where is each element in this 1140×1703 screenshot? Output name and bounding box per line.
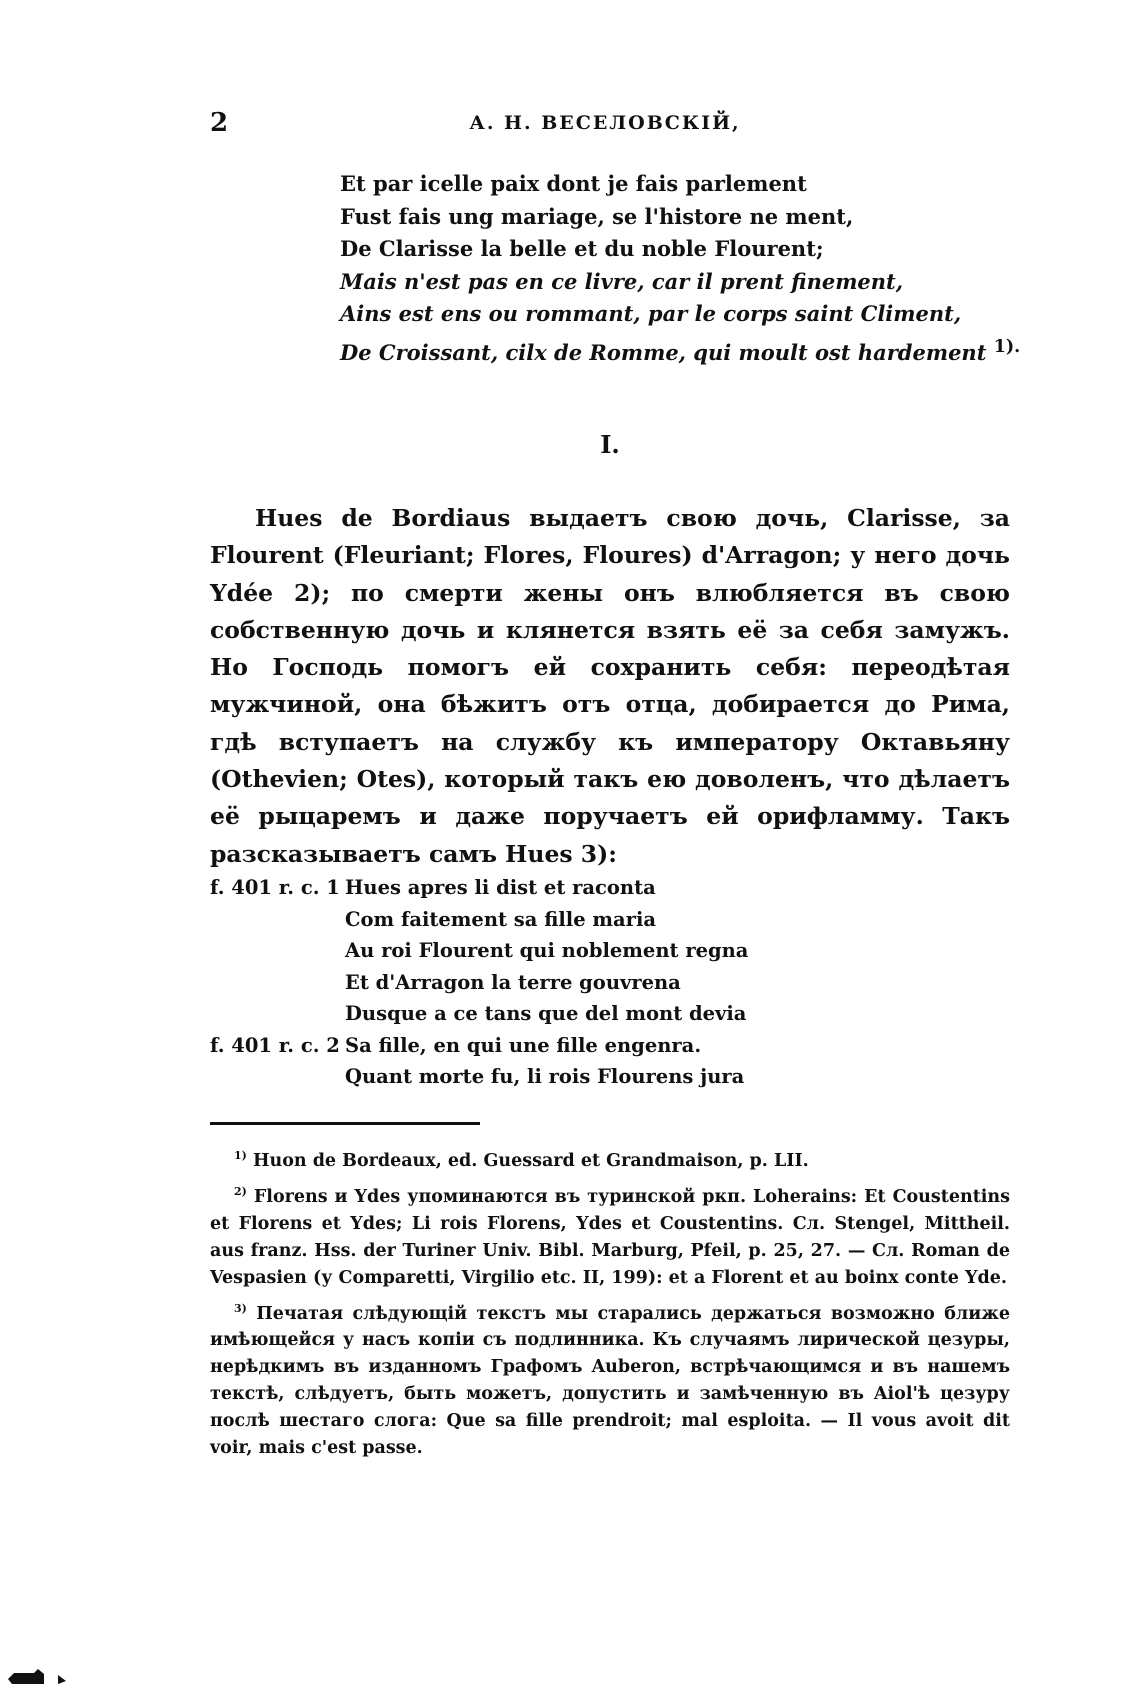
verse-row: [210, 904, 910, 936]
verse-line: Com faitement sa fille maria: [345, 907, 656, 931]
epigraph-line: De Clarisse la belle et du noble Flourent;: [340, 236, 824, 261]
verse-line: Sa fille, en qui une fille engenra.: [345, 1033, 702, 1057]
footnote: [210, 1295, 1010, 1463]
epigraph-line: Mais n'est pas en ce livre, car il prent finement,: [340, 268, 904, 294]
pointing-hand-icon: [8, 1665, 68, 1687]
epigraph-line: De Croissant, cilx de Romme, qui moult ost hardement: [340, 339, 987, 365]
page-number: 2: [210, 108, 229, 138]
footnote-mark: 1): [234, 1149, 247, 1162]
epigraph-note-mark: 1).: [993, 336, 1021, 357]
footnote-rule: [210, 1122, 480, 1125]
folio-ref: f. 401 r. c. 2: [210, 1033, 340, 1057]
section-number: I.: [600, 430, 620, 459]
verse-block: [210, 872, 910, 1093]
folio-ref: [210, 1061, 345, 1093]
folio-ref: [210, 904, 345, 936]
footnote-text: Huon de Bordeaux, ed. Guessard et Grandmaison, p. LII.: [252, 1150, 809, 1171]
footnote: [210, 1178, 1010, 1292]
footnote-mark: 2): [234, 1184, 247, 1198]
epigraph-line: Ains est ens ou rommant, par le corps saint Climent,: [340, 301, 962, 326]
folio-ref: [210, 935, 345, 967]
body-paragraph: Hues de Bordiaus выдаетъ свою дочь, Clarisse, за Flourent (Fleuriant; Flores, Floures) d'Arragon; у него дочь Ydée 2); по смерти жены онъ влюбляется въ свою собственную дочь и клянется взять её за себя замужъ. Но Господь помогъ ей сохранить себя: переодѣтая мужчиной, она бѣжитъ отъ отца, добирается до Рима, гдѣ вступаетъ на службу къ императору Октавьяну (Othevien; Otes), который такъ ею доволенъ, что дѣлаетъ её рыцаремъ и даже поручаетъ ей орифламму. Такъ разсказываетъ самъ Hues 3):: [210, 504, 1010, 868]
verse-row: [210, 967, 910, 999]
folio-ref: [210, 998, 345, 1030]
verse-line: Hues apres li dist et raconta: [345, 876, 656, 899]
epigraph-line: Fust fais ung mariage, se l'histore ne ment,: [340, 203, 854, 229]
footnotes: [210, 1142, 1010, 1465]
verse-line: Et d'Arragon la terre gouvrena: [345, 970, 681, 994]
epigraph: [340, 168, 1040, 369]
footnote-mark: 3): [234, 1301, 247, 1315]
footnote-text: Печатая слѣдующій текстъ мы старались держаться возможно ближе имѣющейся у насъ копіи съ подлинника. Къ случаямъ лирической цезуры, нерѣдкимъ въ изданномъ Графомъ Auberon, встрѣчающимся и въ нашемъ текстѣ, слѣдуетъ, быть можетъ, допустить и замѣченную въ Aiol'ѣ цезуру послѣ шестаго слога: Que sa fille prendroit; mal esploita. — Il vous avoit dit voir, mais c'est passe.: [210, 1303, 1010, 1459]
verse-row: [210, 1061, 910, 1093]
footnote: [210, 1142, 1010, 1175]
verse-row: [210, 998, 910, 1030]
verse-line: Dusque a ce tans que del mont devia: [345, 1002, 747, 1025]
verse-line: Quant morte fu, li rois Flourens jura: [345, 1065, 745, 1088]
running-head: А. Н. ВЕСЕЛОВСКІЙ,: [469, 112, 741, 134]
verse-line: Au roi Flourent qui noblement regna: [345, 939, 749, 962]
epigraph-line: Et par icelle paix dont je fais parlement: [340, 171, 807, 196]
folio-ref: [210, 967, 345, 999]
folio-ref: f. 401 r. c. 1: [210, 876, 340, 899]
verse-row: [210, 872, 910, 904]
footnote-text: Florens и Ydes упоминаются въ туринской ркп. Loherains: Et Coustentins et Florens et Ydes; Li rois Florens, Ydes et Coustentins. Сл. Stengel, Mittheil. aus franz. Hss. der Turiner Univ. Bibl. Marburg, Pfeil, p. 25, 27. — Сл. Roman de Vespasien (у Comparetti, Virgilio etc. II, 199): et a Florent et au boinx conte Yde.: [210, 1186, 1011, 1288]
page-header: [210, 108, 1000, 138]
verse-row: [210, 1030, 910, 1062]
verse-row: [210, 935, 910, 967]
